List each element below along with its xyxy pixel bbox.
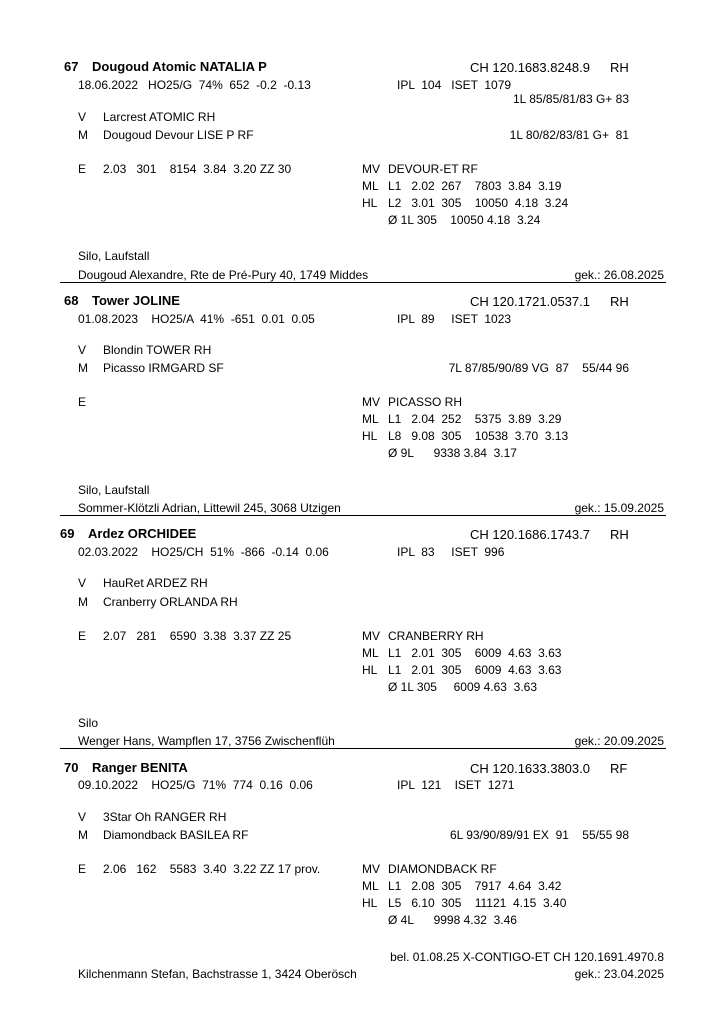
average-values: Ø 1L 305 6009 4.63 3.63 [388, 680, 538, 694]
animal-id: CH 120.1686.1743.7 [470, 527, 590, 542]
dam-classification: 1L 80/82/83/81 G+ 81 [509, 128, 629, 142]
divider [60, 282, 666, 283]
purchase-date: gek.: 23.04.2025 [574, 967, 664, 981]
mv-label: MV [362, 629, 380, 643]
owner: Dougoud Alexandre, Rte de Pré-Pury 40, 1749 Middes [78, 268, 369, 282]
e-values: 2.07 281 6590 3.38 3.37 ZZ 25 [103, 629, 292, 643]
hl-label: HL [362, 896, 378, 910]
hl-label: HL [362, 663, 378, 677]
dam-classification: 7L 87/85/90/89 VG 87 55/44 96 [448, 361, 629, 375]
birth-info: 02.03.2022 HO25/CH 51% -866 -0.14 0.06 [78, 545, 329, 559]
purchase-date: gek.: 26.08.2025 [574, 268, 664, 282]
sire-name: Blondin TOWER RH [103, 343, 212, 357]
hl-values: L2 3.01 305 10050 4.18 3.24 [388, 196, 569, 210]
hl-label: HL [362, 429, 378, 443]
e-values: 2.06 162 5583 3.40 3.22 ZZ 17 prov. [103, 862, 321, 876]
animal-name: Ardez ORCHIDEE [88, 526, 197, 541]
birth-info: 09.10.2022 HO25/G 71% 774 0.16 0.06 [78, 778, 313, 792]
animal-name: Tower JOLINE [92, 293, 180, 308]
sire-label: V [78, 110, 87, 124]
divider [60, 515, 666, 516]
animal-name: Dougoud Atomic NATALIA P [92, 59, 267, 74]
ml-values: L1 2.08 305 7917 4.64 3.42 [388, 879, 562, 893]
insemination-note: bel. 01.08.25 X-CONTIGO-ET CH 120.1691.4970.8 [390, 950, 664, 964]
ipl-iset: IPL 83 ISET 996 [397, 545, 505, 559]
hl-values: L8 9.08 305 10538 3.70 3.13 [388, 429, 569, 443]
mv-label: MV [362, 395, 380, 409]
sire-name: HauRet ARDEZ RH [103, 576, 208, 590]
owner: Sommer-Klötzli Adrian, Littewil 245, 3068 Utzigen [78, 501, 341, 515]
mv-label: MV [362, 162, 380, 176]
dam-name: Picasso IRMGARD SF [103, 361, 224, 375]
mv-label: MV [362, 862, 380, 876]
e-label: E [78, 395, 87, 409]
average-values: Ø 4L 9998 4.32 3.46 [388, 913, 517, 927]
average-values: Ø 9L 9338 3.84 3.17 [388, 446, 517, 460]
average-values: Ø 1L 305 10050 4.18 3.24 [388, 213, 541, 227]
sire-label: V [78, 810, 87, 824]
animal-id: CH 120.1683.8248.9 [470, 60, 590, 75]
hl-label: HL [362, 196, 378, 210]
ml-label: ML [362, 879, 379, 893]
birth-info: 01.08.2023 HO25/A 41% -651 0.01 0.05 [78, 312, 315, 326]
sire-name: 3Star Oh RANGER RH [103, 810, 227, 824]
housing: Silo, Laufstall [78, 483, 150, 497]
housing: Silo, Laufstall [78, 249, 150, 263]
dam-name: Cranberry ORLANDA RH [103, 595, 238, 609]
birth-info: 18.06.2022 HO25/G 74% 652 -0.2 -0.13 [78, 78, 311, 92]
dam-label: M [78, 128, 88, 142]
purchase-date: gek.: 15.09.2025 [574, 501, 664, 515]
entry-number: 67 [64, 59, 79, 74]
dam-name: Diamondback BASILEA RF [103, 828, 249, 842]
e-label: E [78, 629, 87, 643]
ml-label: ML [362, 646, 379, 660]
breed-code: RH [610, 527, 629, 542]
e-values: 2.03 301 8154 3.84 3.20 ZZ 30 [103, 162, 292, 176]
entry-number: 69 [60, 526, 75, 541]
ml-values: L1 2.04 252 5375 3.89 3.29 [388, 412, 562, 426]
sire-name: Larcrest ATOMIC RH [103, 110, 216, 124]
sire-label: V [78, 576, 87, 590]
dam-classification: 6L 93/90/89/91 EX 91 55/55 98 [449, 828, 629, 842]
ml-label: ML [362, 179, 379, 193]
mv-value: PICASSO RH [388, 395, 463, 409]
breed-code: RF [610, 761, 628, 776]
sire-label: V [78, 343, 87, 357]
mv-value: DIAMONDBACK RF [388, 862, 497, 876]
animal-id: CH 120.1721.0537.1 [470, 294, 590, 309]
housing: Silo [78, 716, 99, 730]
mv-value: CRANBERRY RH [388, 629, 484, 643]
dam-label: M [78, 828, 88, 842]
ml-values: L1 2.01 305 6009 4.63 3.63 [388, 646, 562, 660]
dam-label: M [78, 595, 88, 609]
ipl-iset: IPL 89 ISET 1023 [397, 312, 512, 326]
divider [60, 748, 666, 749]
mv-value: DEVOUR-ET RF [388, 162, 478, 176]
ipl-iset: IPL 104 ISET 1079 [397, 78, 512, 92]
breed-code: RH [610, 60, 629, 75]
ipl-iset: IPL 121 ISET 1271 [397, 778, 515, 792]
entry-number: 68 [64, 293, 79, 308]
owner: Wenger Hans, Wampflen 17, 3756 Zwischenflüh [78, 734, 335, 748]
ml-values: L1 2.02 267 7803 3.84 3.19 [388, 179, 562, 193]
dam-label: M [78, 361, 88, 375]
hl-values: L5 6.10 305 11121 4.15 3.40 [388, 896, 567, 910]
ml-label: ML [362, 412, 379, 426]
entry-number: 70 [64, 760, 79, 775]
hl-values: L1 2.01 305 6009 4.63 3.63 [388, 663, 562, 677]
animal-name: Ranger BENITA [92, 760, 188, 775]
breed-code: RH [610, 294, 629, 309]
dam-name: Dougoud Devour LISE P RF [103, 128, 254, 142]
owner: Kilchenmann Stefan, Bachstrasse 1, 3424 Oberösch [78, 967, 357, 981]
animal-id: CH 120.1633.3803.0 [470, 761, 590, 776]
purchase-date: gek.: 20.09.2025 [574, 734, 664, 748]
e-label: E [78, 862, 87, 876]
classification: 1L 85/85/81/83 G+ 83 [513, 92, 629, 106]
e-label: E [78, 162, 87, 176]
